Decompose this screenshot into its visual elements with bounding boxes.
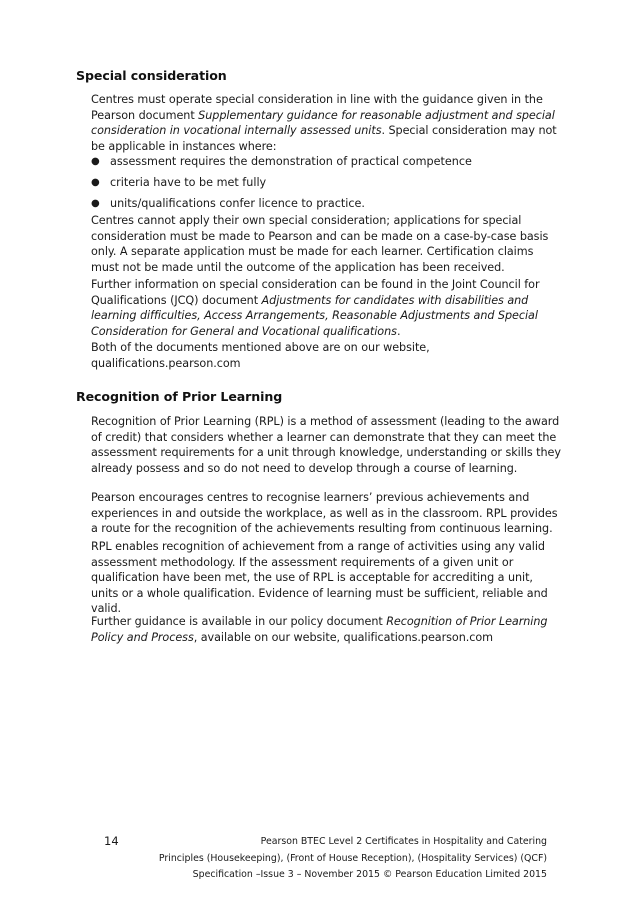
list-item-text: assessment requires the demonstration of practical competence (110, 155, 472, 168)
list-item (91, 175, 561, 196)
paragraph (91, 92, 561, 154)
section-heading-recognition-of-prior-learning: Recognition of Prior Learning (76, 389, 283, 404)
document-title-italic: Adjustments for candidates with disabilities and learning difficulties, Access Arrangements, Reasonable Adjustments and Special Consideration for General and Vocational qualifications (91, 293, 538, 338)
section-heading-special-consideration: Special consideration (76, 68, 227, 83)
paragraph: Centres cannot apply their own special consideration; applications for special consideration must be made to Pearson and can be made on a case-by-case basis only. A separate application must be made for each learner. Certification claims must not be made until the outcome of the application has been received. (91, 214, 549, 274)
footer-title-line-2: Principles (Housekeeping), (Front of House Reception), (Hospitality Services) (QCF) (158, 853, 547, 864)
text-run: Further information on special consideration can be found in the Joint Council for Qualifications (JCQ) document (91, 278, 540, 307)
footer-title-line-1: Pearson BTEC Level 2 Certificates in Hospitality and Catering (260, 836, 547, 847)
paragraph: Both of the documents mentioned above are on our website, qualifications.pearson.com (91, 341, 430, 370)
document-title-italic: Supplementary guidance for reasonable adjustment and special consideration in vocational internally assessed units (91, 108, 555, 137)
text-run: . (396, 324, 401, 338)
paragraph: RPL enables recognition of achievement from a range of activities using any valid assessment methodology. If the assessment requirements of a given unit or qualification have been met, the use of RPL is acceptable for accrediting a unit, units or a whole qualification. Evidence of learning must be sufficient, reliable and valid. (91, 540, 548, 615)
paragraph (91, 277, 561, 339)
list-item-text: criteria have to be met fully (110, 176, 267, 189)
paragraph: Pearson encourages centres to recognise learners’ previous achievements and experiences in and outside the workplace, as well as in the classroom. RPL provides a route for the recognition of the achievements resulting from continuous learning. (91, 491, 558, 535)
document-title-italic: Recognition of Prior Learning Policy and Process (91, 615, 548, 644)
text-run: Centres must operate special consideration in line with the guidance given in the Pearson document (91, 93, 543, 122)
bullet-icon: ● (91, 177, 100, 188)
text-run: . Special consideration may not be applicable in instances where: (91, 124, 557, 153)
paragraph (91, 614, 561, 645)
paragraph: Recognition of Prior Learning (RPL) is a method of assessment (leading to the award of credit) that considers whether a learner can demonstrate that they can meet the assessment requirements for a unit through knowledge, understanding or skills they already possess and so do not need to develop through a course of learning. (91, 415, 561, 475)
bullet-icon: ● (91, 156, 100, 167)
list-item-text: units/qualifications confer licence to practice. (110, 197, 365, 210)
page-number: 14 (104, 834, 119, 848)
bullet-list (91, 154, 561, 217)
footer-copyright-line: Specification –Issue 3 – November 2015 © Pearson Education Limited 2015 (192, 869, 547, 880)
bullet-icon: ● (91, 198, 100, 209)
text-run: , available on our website, qualifications.pearson.com (193, 630, 494, 644)
text-run: Further guidance is available in our policy document (91, 615, 387, 628)
list-item (91, 154, 561, 175)
